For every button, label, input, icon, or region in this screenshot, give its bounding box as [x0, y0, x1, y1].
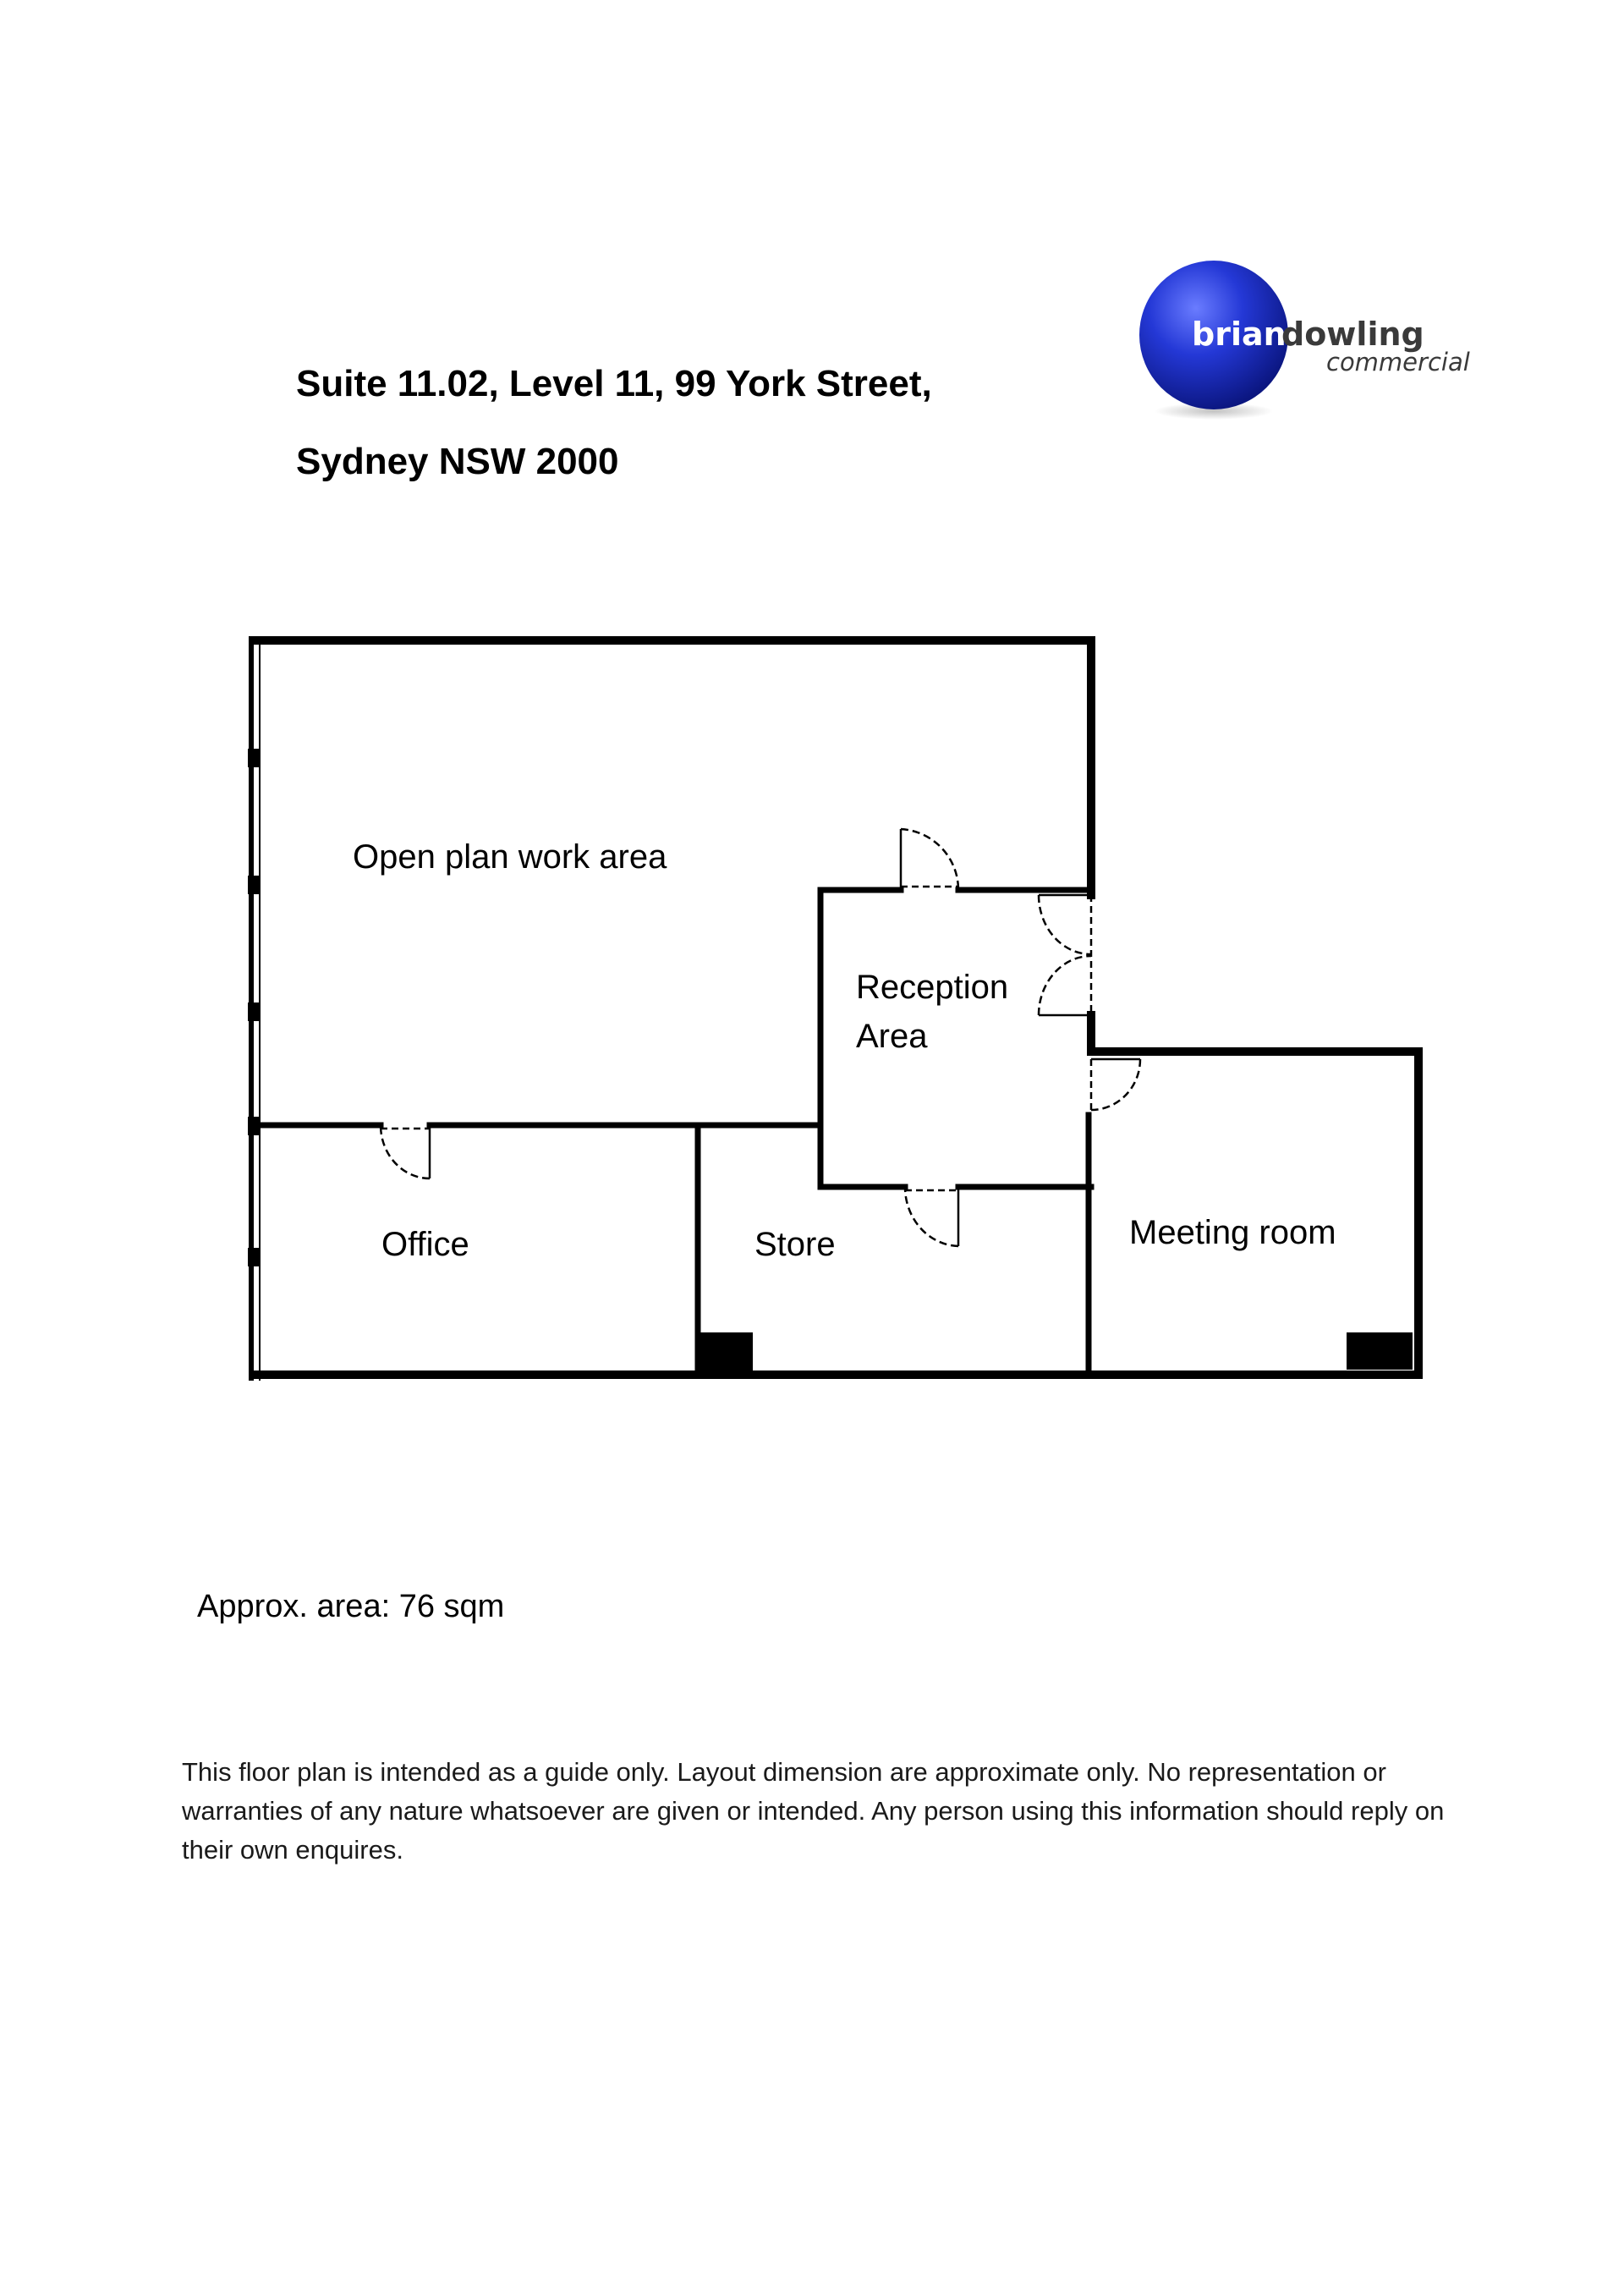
column-store	[699, 1332, 753, 1375]
exterior-walls	[254, 640, 1418, 1375]
room-label-reception-line1: Reception	[856, 969, 1009, 1006]
door-reception-top	[901, 829, 958, 890]
columns	[699, 1332, 1413, 1375]
door-meeting	[1091, 1059, 1140, 1110]
approx-area: Approx. area: 76 sqm	[197, 1589, 505, 1624]
logo-word-dowling: dowling	[1281, 316, 1424, 353]
column-meeting	[1347, 1332, 1413, 1370]
disclaimer-text: This floor plan is intended as a guide only. Layout dimension are approximate only. No representation or warranties of any nature whatsoever are given or intended. Any person using this information should reply on their own enquires.	[182, 1757, 1445, 1865]
logo-word-commercial: commercial	[1326, 348, 1470, 376]
interior-walls	[258, 890, 1091, 1375]
address-line-2: Sydney NSW 2000	[296, 441, 619, 482]
logo-word-brian: brian	[1192, 316, 1287, 353]
door-store	[905, 1187, 958, 1246]
room-label-office: Office	[381, 1226, 469, 1263]
room-label-meeting: Meeting room	[1129, 1214, 1336, 1251]
window-wall-left	[248, 636, 260, 1381]
door-reception-right-double	[1039, 895, 1091, 1015]
room-label-open-plan: Open plan work area	[353, 838, 667, 876]
door-office	[381, 1125, 430, 1178]
room-label-reception-line2: Area	[856, 1018, 928, 1055]
address-line-1: Suite 11.02, Level 11, 99 York Street,	[296, 363, 932, 404]
room-label-store: Store	[754, 1226, 836, 1263]
